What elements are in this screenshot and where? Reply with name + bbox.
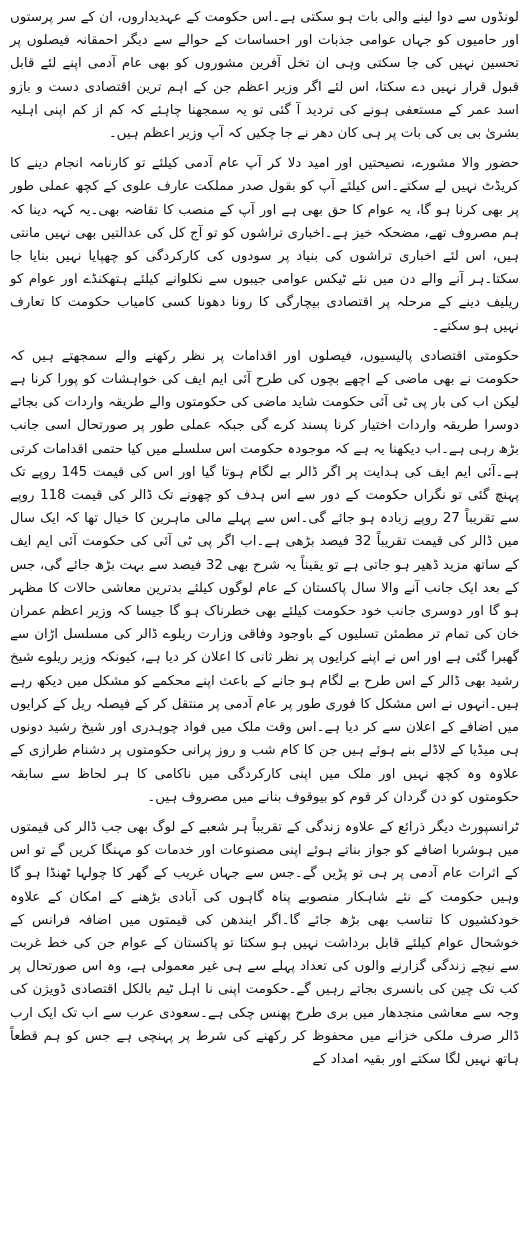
article-paragraph: ٹرانسپورٹ دیگر ذرائع کے علاوہ زندگی کے تقریباً ہر شعبے کے لوگ بھی جب ڈالر کی قیمتوں میں ہوشربا اضافے کو جواز بناتے ہوئے اپنی مصنوعات اور خدمات کو مہنگا کریں گے تو اس کے اثرات عام آدمی پر ہی تو پڑیں گے۔جس سے جہاں غریب کے گھر کا چولہا ٹھنڈا ہو گا وہیں حکومت کے نئے شاہکار منصوبے پناہ گاہوں کی آبادی بڑھنے کے امکان کے علاوہ خودکشیوں کا تناسب بھی بڑھ جائے گا۔اگر ایندھن کی قیمتوں میں اضافہ فرانس کے خوشحال عوام کیلئے قابل برداشت نہیں ہو سکتا تو پاکستان کے عوام جن کی خط غربت سے نیچے زندگی گزارنے والوں کی تعداد پہلے سے ہی غیر معمولی ہے، وہ اس صورتحال پر کب تک چین کی بانسری بجاتے رہیں گے۔حکومت اپنی نا اہل ٹیم بالکل اقتصادی ڈویژن کی وجہ سے معاشی منجدھار میں بری طرح پھنس چکی ہے۔سعودی عرب سے اب تک ایک ارب ڈالر صرف ملکی خزانے میں محفوظ کر رکھنے کی شرط پر پہنچی ہے جس کو ہم قطعاً ہاتھ نہیں لگا سکتے اور بقیہ امداد کے bbox=[10, 819, 519, 1067]
article-paragraph: حکومتی اقتصادی پالیسیوں، فیصلوں اور اقدامات پر نظر رکھنے والے سمجھتے ہیں کہ حکومت نے بھی ماضی کے اچھے بچوں کی طرح آئی ایم ایف کی خواہشات کو پورا کرنا ہے لیکن اب کی بار پی ٹی آئی حکومت شاید ماضی کی حکومتوں والے طریقہ واردات کی بجائے دوسرا طریقہ واردات اختیار کرنا پسند کرے گی جبکہ عملی طور پر صورتحال اسی جانب بڑھ رہی ہے۔اب دیکھنا یہ ہے کہ موجودہ حکومت اس سلسلے میں کیا حتمی اقدامات کرتی ہے۔آئی ایم ایف کی ہدایت پر اگر ڈالر بے لگام ہوتا گیا اور اس کی قیمت 145 روپے تک پہنچ گئی تو نگراں حکومت کے دور سے اس ہدف کو چھونے تک ڈالر کی قیمت 118 روپے سے تقریباً 27 روپے زیادہ ہو جائے گی۔اس سے پہلے مالی ماہرین کا خیال تھا کہ ایک سال میں ڈالر کی قیمت تقریباً 32 فیصد بڑھی ہے۔اب اگر پی ٹی آئی کی حکومت آئی ایم ایف کے ساتھ مزید ڈھیر ہو جاتی ہے تو یقیناً یہ شرح بھی 32 فیصد سے بہت بڑھ جائے گی، جس کے بعد ایک جانب آنے والا سال پاکستان کے عام لوگوں کیلئے بدترین معاشی حالات کا مظہر ہو گا اور دوسری جانب خود حکومت کیلئے بھی خطرناک ہو گا جیسا کہ وزیر اعظم عمران خان کی تمام تر مطمئن تسلیوں کے باوجود وفاقی وزارت ریلوے ڈالر کی مسلسل اڑان سے گھبرا گئی ہے اور اس نے اپنے کرایوں پر نظر ثانی کا اعلان کر دیا ہے، کیونکہ وزیر ریلوے شیخ رشید بھی ڈالر کے اس طرح بے لگام ہو جانے کے باعث اپنے محکمے کو مشکل میں دیکھ رہے ہیں۔انہوں نے اس مشکل کا فوری طور پر عام آدمی پر منتقل کر کے فیصلہ ریل کے کرایوں میں اضافے کے اعلان سے کر دیا ہے۔اس وقت ملک میں فواد چوہدری اور شیخ رشید دونوں ہی میڈیا کے لاڈلے بنے ہوئے ہیں جن کا کام شب و روز پرانی حکومتوں پر دشنام طرازی کے علاوہ وہ کچھ نہیں اور ملک میں اپنی کارکردگی میں ناکامی کا ہر لحاظ سے سابقہ حکومتوں کو دن گردان کر قوم کو بیوقوف بنانے میں مصروف ہیں۔ bbox=[10, 348, 520, 805]
article-paragraph: لونڈوں سے دوا لینے والی بات ہو سکتی ہے۔اس حکومت کے عہدیداروں، ان کے سر پرستوں اور حامیوں کو جہاں عوامی جذبات اور احساسات کے حوالے سے دیگر احمقانہ فیصلوں پر تحسین نہیں کی جا سکتی وہی ان تخل آفرین مشوروں کو بھی عام آدمی اپنے لئے قابل قبول قرار نہیں دے سکتا، اس لئے اگر وزیر اعظم جن کے اہم ترین اقتصادی دست و بازو اسد عمر کے مستعفی ہونے کی تردید آ گئی تو یہ سمجھنا چاہئے کہ کم از کم اپنی اہلیہ بشریٰ بی بی کی بات پر ہی کان دھر نے جا چکیں کہ آپ وزیر اعظم ہیں۔ bbox=[10, 10, 519, 142]
article-paragraph: حضور والا مشورے، نصیحتیں اور امید دلا کر آپ عام آدمی کیلئے تو کارنامہ انجام دینے کا کریڈٹ نہیں لے سکتے۔اس کیلئے آپ کو بقول صدر مملکت عارف علوی کے کچھ عملی طور پر بھی کرنا ہو گا، یہ عوام کا حق بھی ہے اور آپ کے منصب کا تقاضہ بھی۔یہ کہہ دینا کہ ہم مصروف تھے، مضحکہ خیز ہے۔اخباری تراشوں کو تو آج کل کی عدالتیں بھی نہیں مانتی ہیں، اس لئے اخباری تراشوں کی بنیاد پر سودوں کی کارکردگی کو چھپایا نہیں بنایا جا سکتا۔ہر آنے والے دن میں نئے ٹیکس عوامی جیبوں سے نکلوانے کیلئے ہتھکنڈے اور عوام کو ریلیف دینے کے مرحلہ پر اقتصادی بیچارگی کا رونا دھونا کسی کامیاب حکومت کا تعارف نہیں ہو سکتے۔ bbox=[10, 156, 519, 334]
